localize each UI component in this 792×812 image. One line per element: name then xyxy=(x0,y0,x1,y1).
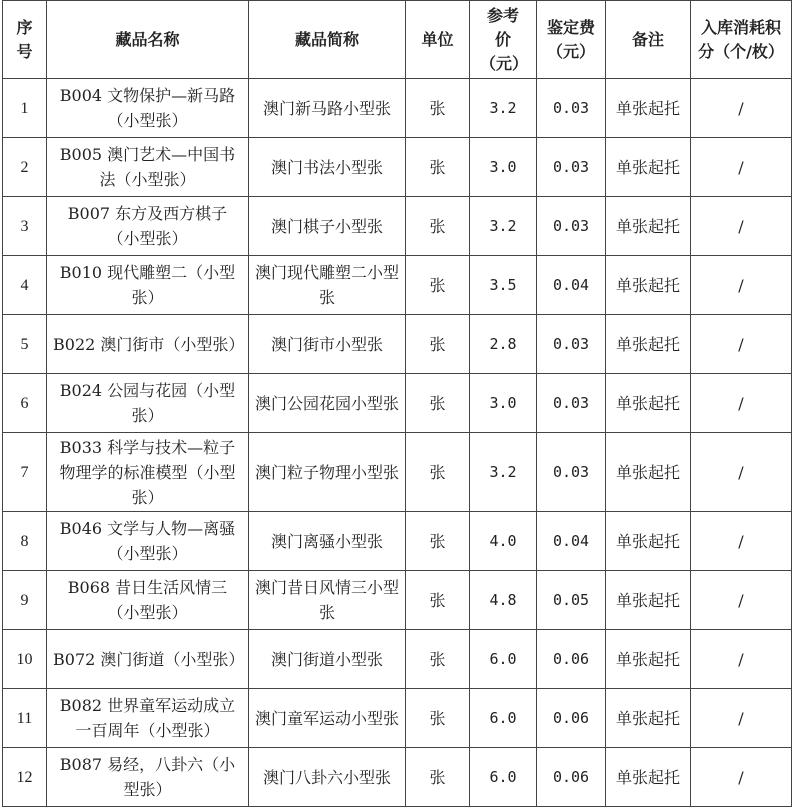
cell-ref-price: 6.0 xyxy=(470,748,537,807)
cell-short-name: 澳门八卦六小型张 xyxy=(249,748,406,807)
cell-ref-price: 3.0 xyxy=(470,138,537,197)
cell-points: / xyxy=(691,748,792,807)
cell-appraisal-fee: 0.06 xyxy=(537,748,606,807)
cell-points: / xyxy=(691,433,792,512)
cell-index: 1 xyxy=(3,79,47,138)
table-row xyxy=(3,748,792,807)
cell-remark: 单张起托 xyxy=(606,374,691,433)
cell-short-name: 澳门街道小型张 xyxy=(249,630,406,689)
cell-remark: 单张起托 xyxy=(606,748,691,807)
table-row xyxy=(3,79,792,138)
collection-table xyxy=(2,0,792,807)
cell-remark: 单张起托 xyxy=(606,571,691,630)
cell-ref-price: 3.2 xyxy=(470,79,537,138)
cell-appraisal-fee: 0.06 xyxy=(537,689,606,748)
cell-short-name: 澳门现代雕塑二小型张 xyxy=(249,256,406,315)
table-row xyxy=(3,138,792,197)
cell-index: 6 xyxy=(3,374,47,433)
table-row xyxy=(3,433,792,512)
cell-name: B004 文物保护—新马路（小型张） xyxy=(47,79,249,138)
cell-appraisal-fee: 0.04 xyxy=(537,256,606,315)
cell-ref-price: 3.2 xyxy=(470,197,537,256)
cell-index: 3 xyxy=(3,197,47,256)
cell-unit: 张 xyxy=(406,256,470,315)
cell-short-name: 澳门书法小型张 xyxy=(249,138,406,197)
cell-index: 2 xyxy=(3,138,47,197)
cell-ref-price: 6.0 xyxy=(470,630,537,689)
cell-name: B087 易经，八卦六（小型张） xyxy=(47,748,249,807)
cell-unit: 张 xyxy=(406,374,470,433)
cell-points: / xyxy=(691,571,792,630)
cell-unit: 张 xyxy=(406,748,470,807)
cell-appraisal-fee: 0.04 xyxy=(537,512,606,571)
cell-name: B072 澳门街道（小型张） xyxy=(47,630,249,689)
cell-name: B005 澳门艺术—中国书法（小型张） xyxy=(47,138,249,197)
cell-remark: 单张起托 xyxy=(606,630,691,689)
cell-remark: 单张起托 xyxy=(606,197,691,256)
cell-remark: 单张起托 xyxy=(606,689,691,748)
cell-remark: 单张起托 xyxy=(606,433,691,512)
cell-remark: 单张起托 xyxy=(606,79,691,138)
cell-points: / xyxy=(691,374,792,433)
cell-unit: 张 xyxy=(406,315,470,374)
cell-appraisal-fee: 0.05 xyxy=(537,571,606,630)
cell-unit: 张 xyxy=(406,571,470,630)
cell-short-name: 澳门棋子小型张 xyxy=(249,197,406,256)
header-name: 藏品名称 xyxy=(47,1,249,79)
cell-name: B007 东方及西方棋子（小型张） xyxy=(47,197,249,256)
cell-name: B082 世界童军运动成立一百周年（小型张） xyxy=(47,689,249,748)
cell-points: / xyxy=(691,315,792,374)
cell-points: / xyxy=(691,79,792,138)
cell-unit: 张 xyxy=(406,433,470,512)
table-row xyxy=(3,689,792,748)
cell-unit: 张 xyxy=(406,689,470,748)
cell-index: 4 xyxy=(3,256,47,315)
cell-points: / xyxy=(691,512,792,571)
cell-ref-price: 6.0 xyxy=(470,689,537,748)
header-unit: 单位 xyxy=(406,1,470,79)
table-row xyxy=(3,315,792,374)
cell-appraisal-fee: 0.03 xyxy=(537,197,606,256)
cell-remark: 单张起托 xyxy=(606,138,691,197)
cell-short-name: 澳门粒子物理小型张 xyxy=(249,433,406,512)
cell-points: / xyxy=(691,197,792,256)
cell-remark: 单张起托 xyxy=(606,256,691,315)
cell-ref-price: 3.2 xyxy=(470,433,537,512)
cell-short-name: 澳门昔日风情三小型张 xyxy=(249,571,406,630)
cell-points: / xyxy=(691,630,792,689)
cell-points: / xyxy=(691,256,792,315)
cell-points: / xyxy=(691,689,792,748)
header-points: 入库消耗积分（个/枚） xyxy=(691,1,792,79)
cell-ref-price: 2.8 xyxy=(470,315,537,374)
cell-appraisal-fee: 0.03 xyxy=(537,138,606,197)
cell-ref-price: 4.8 xyxy=(470,571,537,630)
cell-appraisal-fee: 0.03 xyxy=(537,433,606,512)
cell-name: B022 澳门街市（小型张） xyxy=(47,315,249,374)
cell-index: 8 xyxy=(3,512,47,571)
cell-name: B024 公园与花园（小型张） xyxy=(47,374,249,433)
cell-short-name: 澳门童军运动小型张 xyxy=(249,689,406,748)
cell-appraisal-fee: 0.06 xyxy=(537,630,606,689)
header-short-name: 藏品简称 xyxy=(249,1,406,79)
cell-ref-price: 4.0 xyxy=(470,512,537,571)
cell-short-name: 澳门街市小型张 xyxy=(249,315,406,374)
cell-unit: 张 xyxy=(406,138,470,197)
cell-appraisal-fee: 0.03 xyxy=(537,79,606,138)
cell-short-name: 澳门新马路小型张 xyxy=(249,79,406,138)
cell-short-name: 澳门离骚小型张 xyxy=(249,512,406,571)
cell-index: 9 xyxy=(3,571,47,630)
cell-index: 7 xyxy=(3,433,47,512)
header-index: 序号 xyxy=(3,1,47,79)
table-row xyxy=(3,256,792,315)
cell-name: B010 现代雕塑二（小型张） xyxy=(47,256,249,315)
table-row xyxy=(3,512,792,571)
header-remark: 备注 xyxy=(606,1,691,79)
table-row xyxy=(3,197,792,256)
cell-index: 11 xyxy=(3,689,47,748)
table-row xyxy=(3,571,792,630)
cell-ref-price: 3.0 xyxy=(470,374,537,433)
cell-remark: 单张起托 xyxy=(606,315,691,374)
header-row xyxy=(3,1,792,79)
header-ref-price: 参考价（元） xyxy=(470,1,537,79)
cell-points: / xyxy=(691,138,792,197)
table-row xyxy=(3,630,792,689)
cell-name: B033 科学与技术—粒子物理学的标准模型（小型张） xyxy=(47,433,249,512)
cell-unit: 张 xyxy=(406,630,470,689)
cell-name: B046 文学与人物—离骚（小型张） xyxy=(47,512,249,571)
cell-short-name: 澳门公园花园小型张 xyxy=(249,374,406,433)
cell-index: 5 xyxy=(3,315,47,374)
cell-unit: 张 xyxy=(406,79,470,138)
cell-index: 12 xyxy=(3,748,47,807)
table-row xyxy=(3,374,792,433)
cell-ref-price: 3.5 xyxy=(470,256,537,315)
cell-name: B068 昔日生活风情三（小型张） xyxy=(47,571,249,630)
cell-remark: 单张起托 xyxy=(606,512,691,571)
cell-unit: 张 xyxy=(406,512,470,571)
cell-appraisal-fee: 0.03 xyxy=(537,374,606,433)
cell-appraisal-fee: 0.03 xyxy=(537,315,606,374)
cell-unit: 张 xyxy=(406,197,470,256)
header-appraisal-fee: 鉴定费（元） xyxy=(537,1,606,79)
cell-index: 10 xyxy=(3,630,47,689)
